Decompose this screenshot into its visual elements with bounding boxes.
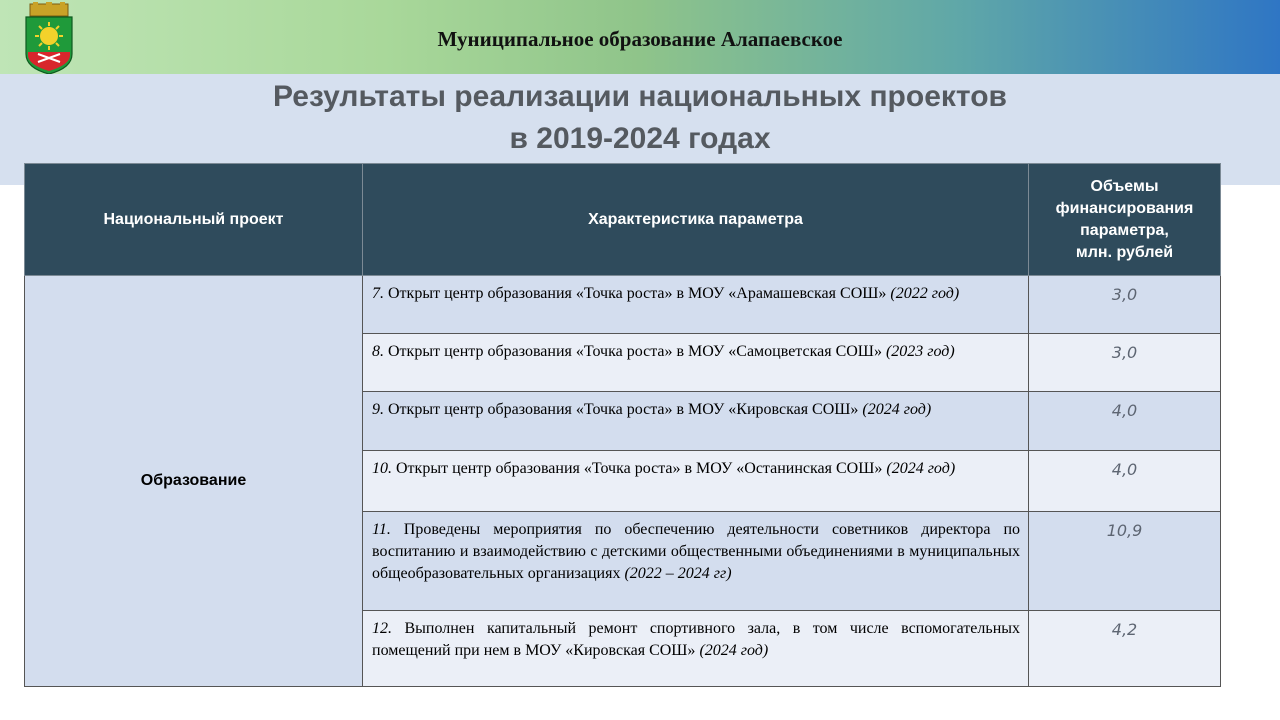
header-funding-label: Объемы финансирования параметра, xyxy=(1055,177,1194,239)
parameter-description xyxy=(363,512,1029,611)
row-text: Открыт центр образования «Точка роста» в МОУ «Самоцветская СОШ» xyxy=(384,343,886,360)
row-year: (2024 год) xyxy=(862,401,932,418)
parameter-description xyxy=(363,334,1029,392)
parameter-description xyxy=(363,392,1029,451)
row-number: 10. xyxy=(372,460,392,477)
funding-value: 4,0 xyxy=(1029,392,1221,451)
header-parameter: Характеристика параметра xyxy=(363,164,1029,276)
row-year: (2023 год) xyxy=(885,343,955,360)
page-title-line-2: в 2019-2024 годах xyxy=(509,122,771,155)
row-text: Выполнен капитальный ремонт спортивного зала, в том числе вспомогательных помещений при нем в МОУ «Кировская СОШ» xyxy=(372,620,1020,659)
row-year: (2024 год) xyxy=(699,642,769,659)
table-row xyxy=(25,276,1221,334)
row-number: 9. xyxy=(372,401,384,418)
header-national-project: Национальный проект xyxy=(25,164,363,276)
row-text: Проведены мероприятия по обеспечению деятельности советников директора по воспитанию и взаимодействию с детскими общественными объединениями в муниципальных общеобразовательных организациях xyxy=(372,521,1020,582)
funding-value: 3,0 xyxy=(1029,334,1221,392)
row-text: Открыт центр образования «Точка роста» в МОУ «Кировская СОШ» xyxy=(384,401,863,418)
row-year: (2022 – 2024 гг) xyxy=(624,565,732,582)
header-funding-unit: млн. рублей xyxy=(1075,243,1174,261)
row-number: 8. xyxy=(372,343,384,360)
row-number: 12. xyxy=(372,620,392,637)
results-table xyxy=(24,163,1221,687)
parameter-description xyxy=(363,276,1029,334)
header-funding xyxy=(1029,164,1221,276)
funding-value: 4,2 xyxy=(1029,611,1221,687)
project-name: Образование xyxy=(25,276,363,687)
row-year: (2022 год) xyxy=(890,285,960,302)
row-number: 7. xyxy=(372,285,384,302)
org-title: Муниципальное образование Алапаевское xyxy=(437,27,843,51)
table-header-row xyxy=(25,164,1221,276)
parameter-description xyxy=(363,611,1029,687)
parameter-description xyxy=(363,451,1029,512)
funding-value: 10,9 xyxy=(1029,512,1221,611)
funding-value: 4,0 xyxy=(1029,451,1221,512)
row-text: Открыт центр образования «Точка роста» в МОУ «Арамашевская СОШ» xyxy=(384,285,891,302)
row-number: 11. xyxy=(372,521,391,538)
row-year: (2024 год) xyxy=(886,460,956,477)
funding-value: 3,0 xyxy=(1029,276,1221,334)
row-text: Открыт центр образования «Точка роста» в МОУ «Останинская СОШ» xyxy=(392,460,887,477)
page-title-line-1: Результаты реализации национальных проектов xyxy=(273,80,1007,113)
